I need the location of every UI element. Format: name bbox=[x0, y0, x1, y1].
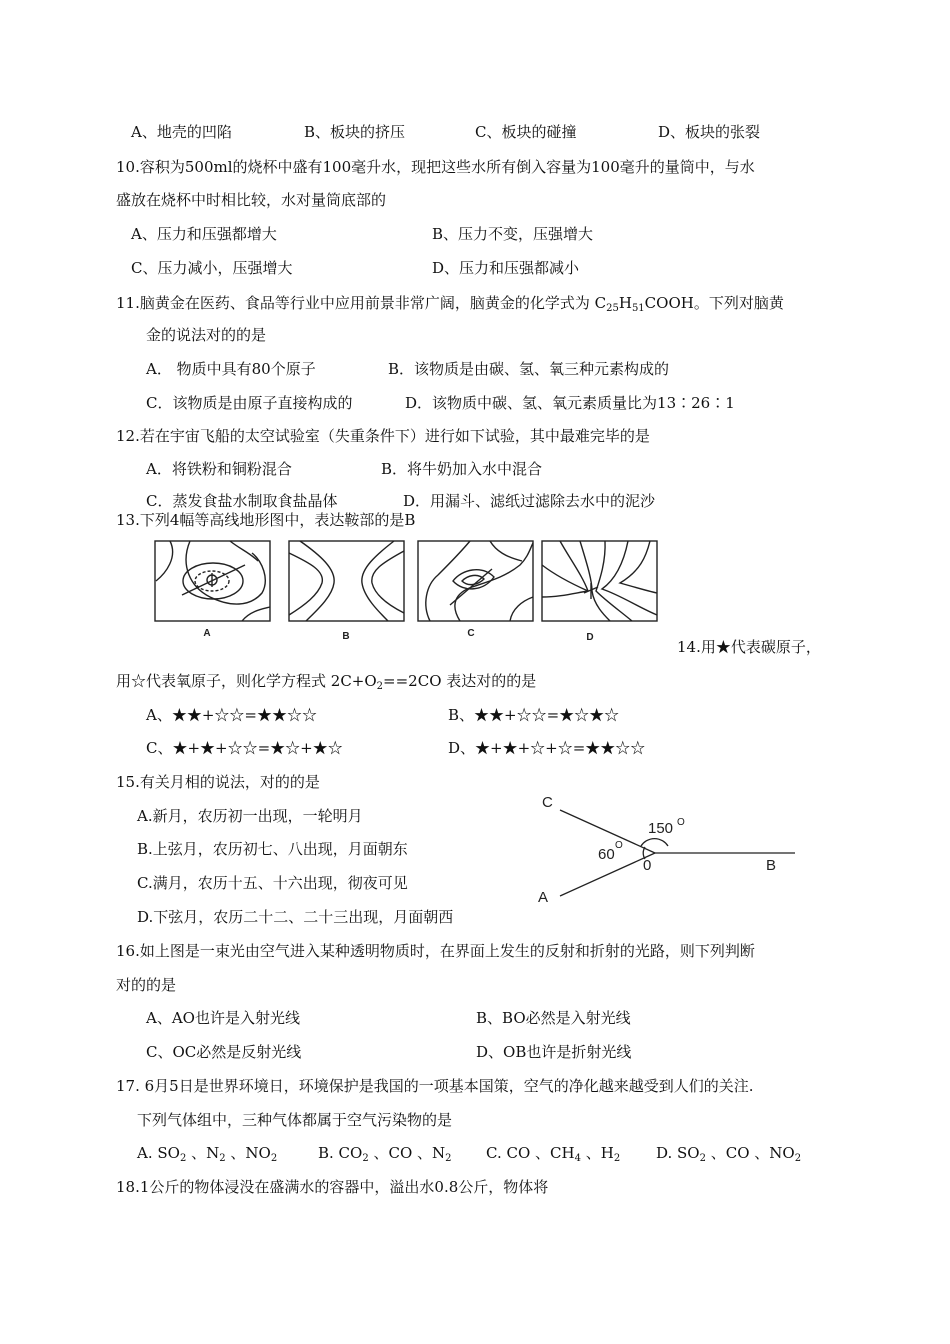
q17-option-b: B. $CO_2$ 、CO 、$N_2$ bbox=[318, 1144, 452, 1164]
contour-map-a bbox=[155, 541, 270, 621]
q12-option-a: A．将铁粉和铜粉混合 bbox=[146, 460, 292, 478]
q14-stem-line1: 14.用★代表碳原子， bbox=[677, 638, 821, 656]
q10-option-d: D、压力和压强都减小 bbox=[432, 259, 580, 277]
q10-option-c: C、压力减小，压强增大 bbox=[131, 259, 293, 277]
optics-label-a: A bbox=[538, 889, 549, 906]
q11-option-b: B．该物质是由碳、氢、氧三种元素构成的 bbox=[388, 360, 670, 378]
q15-stem: 15.有关月相的说法，对的的是 bbox=[116, 773, 320, 791]
angle-60-degree: O bbox=[615, 840, 623, 851]
q9-option-a: A、地壳的凹陷 bbox=[131, 123, 232, 141]
angle-150-degree: O bbox=[677, 817, 685, 828]
q16-option-d: D、OB也许是折射光线 bbox=[476, 1043, 632, 1061]
q16-option-b: B、BO必然是入射光线 bbox=[476, 1009, 631, 1027]
q16-option-a: A、AO也许是入射光线 bbox=[146, 1009, 300, 1027]
q11-option-d: D．该物质中碳、氢、氧元素质量比为13∶26∶1 bbox=[405, 394, 735, 412]
q17-option-c: C. CO 、$CH_4$ 、$H_2$ bbox=[486, 1144, 621, 1164]
contour-map-c bbox=[418, 541, 533, 621]
q10-option-a: A、压力和压强都增大 bbox=[131, 225, 277, 243]
q14-stem-line2: 用☆代表氧原子，则化学方程式 $2C+O_2==2CO$ 表达对的的是 bbox=[116, 672, 537, 692]
q12-stem: 12.若在宇宙飞船的太空试验室（失重条件下）进行如下试验，其中最难完毕的是 bbox=[116, 427, 650, 445]
q14-option-d: D、★+★+☆+☆=★★☆☆ bbox=[448, 739, 646, 757]
contour-label-c: C bbox=[467, 628, 475, 639]
q17-option-d: D. $SO_2$ 、CO 、$NO_2$ bbox=[656, 1144, 802, 1164]
q14-option-b: B、★★+☆☆=★☆★☆ bbox=[448, 706, 620, 724]
contour-map-b bbox=[289, 541, 404, 621]
q14-option-c: C、★+★+☆☆=★☆+★☆ bbox=[146, 739, 343, 757]
q15-option-c: C.满月，农历十五、十六出现，彻夜可见 bbox=[137, 874, 408, 892]
q17-option-a: A. $SO_2$ 、$N_2$ 、$NO_2$ bbox=[137, 1144, 278, 1164]
optics-label-c: C bbox=[542, 794, 553, 811]
q11-option-c: C．该物质是由原子直接构成的 bbox=[146, 394, 353, 412]
angle-150: 150 bbox=[648, 820, 674, 837]
q15-option-d: D.下弦月，农历二十二、二十三出现，月面朝西 bbox=[137, 908, 454, 926]
q16-option-c: C、OC必然是反射光线 bbox=[146, 1043, 302, 1061]
q12-option-b: B．将牛奶加入水中混合 bbox=[381, 460, 543, 478]
q10-stem-line1: 10.容积为500ml的烧杯中盛有100毫升水，现把这些水所有倒入容量为100毫升的量筒中，与水 bbox=[116, 158, 755, 176]
q13-stem: 13.下列4幅等高线地形图中，表达鞍部的是B bbox=[116, 511, 416, 529]
q17-stem-line2: 下列气体组中，三种气体都属于空气污染物的是 bbox=[137, 1111, 453, 1129]
q18-stem: 18.1公斤的物体浸没在盛满水的容器中，溢出水0.8公斤，物体将 bbox=[116, 1178, 549, 1196]
contour-label-b: B bbox=[342, 631, 350, 642]
q11-stem-line2: 金的说法对的的是 bbox=[146, 326, 267, 344]
q9-option-d: D、板块的张裂 bbox=[658, 123, 761, 141]
q14-option-a: A、★★+☆☆=★★☆☆ bbox=[146, 706, 317, 724]
contour-label-d: D bbox=[586, 632, 594, 643]
q10-option-b: B、压力不变，压强增大 bbox=[432, 225, 594, 243]
q15-option-a: A.新月，农历初一出现，一轮明月 bbox=[137, 807, 363, 825]
q9-option-c: C、板块的碰撞 bbox=[475, 123, 577, 141]
contour-map-d bbox=[542, 541, 657, 621]
optics-label-b: B bbox=[766, 857, 777, 874]
contour-label-a: A bbox=[203, 628, 211, 639]
q17-stem-line1: 17. 6月5日是世界环境日，环境保护是我国的一项基本国策，空气的净化越来越受到人们的关注. bbox=[116, 1077, 754, 1095]
contour-maps-figure bbox=[150, 535, 665, 645]
q11-option-a: A． 物质中具有80个原子 bbox=[146, 360, 316, 378]
q11-stem-line1: 11.脑黄金在医药、食品等行业中应用前景非常广阔，脑黄金的化学式为 $C_{25}H_{51}COOH$。下列对脑黄 bbox=[116, 294, 784, 314]
q16-stem-line2: 对的的是 bbox=[116, 976, 177, 994]
q15-option-b: B.上弦月，农历初七、八出现，月面朝东 bbox=[137, 840, 408, 858]
optics-figure bbox=[530, 788, 800, 913]
q9-option-b: B、板块的挤压 bbox=[304, 123, 406, 141]
optics-label-o: 0 bbox=[643, 857, 652, 874]
q12-option-d: D．用漏斗、滤纸过滤除去水中的泥沙 bbox=[403, 492, 656, 510]
q10-stem-line2: 盛放在烧杯中时相比较，水对量筒底部的 bbox=[116, 191, 387, 209]
angle-60: 60 bbox=[598, 846, 615, 863]
q16-stem-line1: 16.如上图是一束光由空气进入某种透明物质时，在界面上发生的反射和折射的光路，则下列判断 bbox=[116, 942, 755, 960]
q12-option-c: C．蒸发食盐水制取食盐晶体 bbox=[146, 492, 338, 510]
